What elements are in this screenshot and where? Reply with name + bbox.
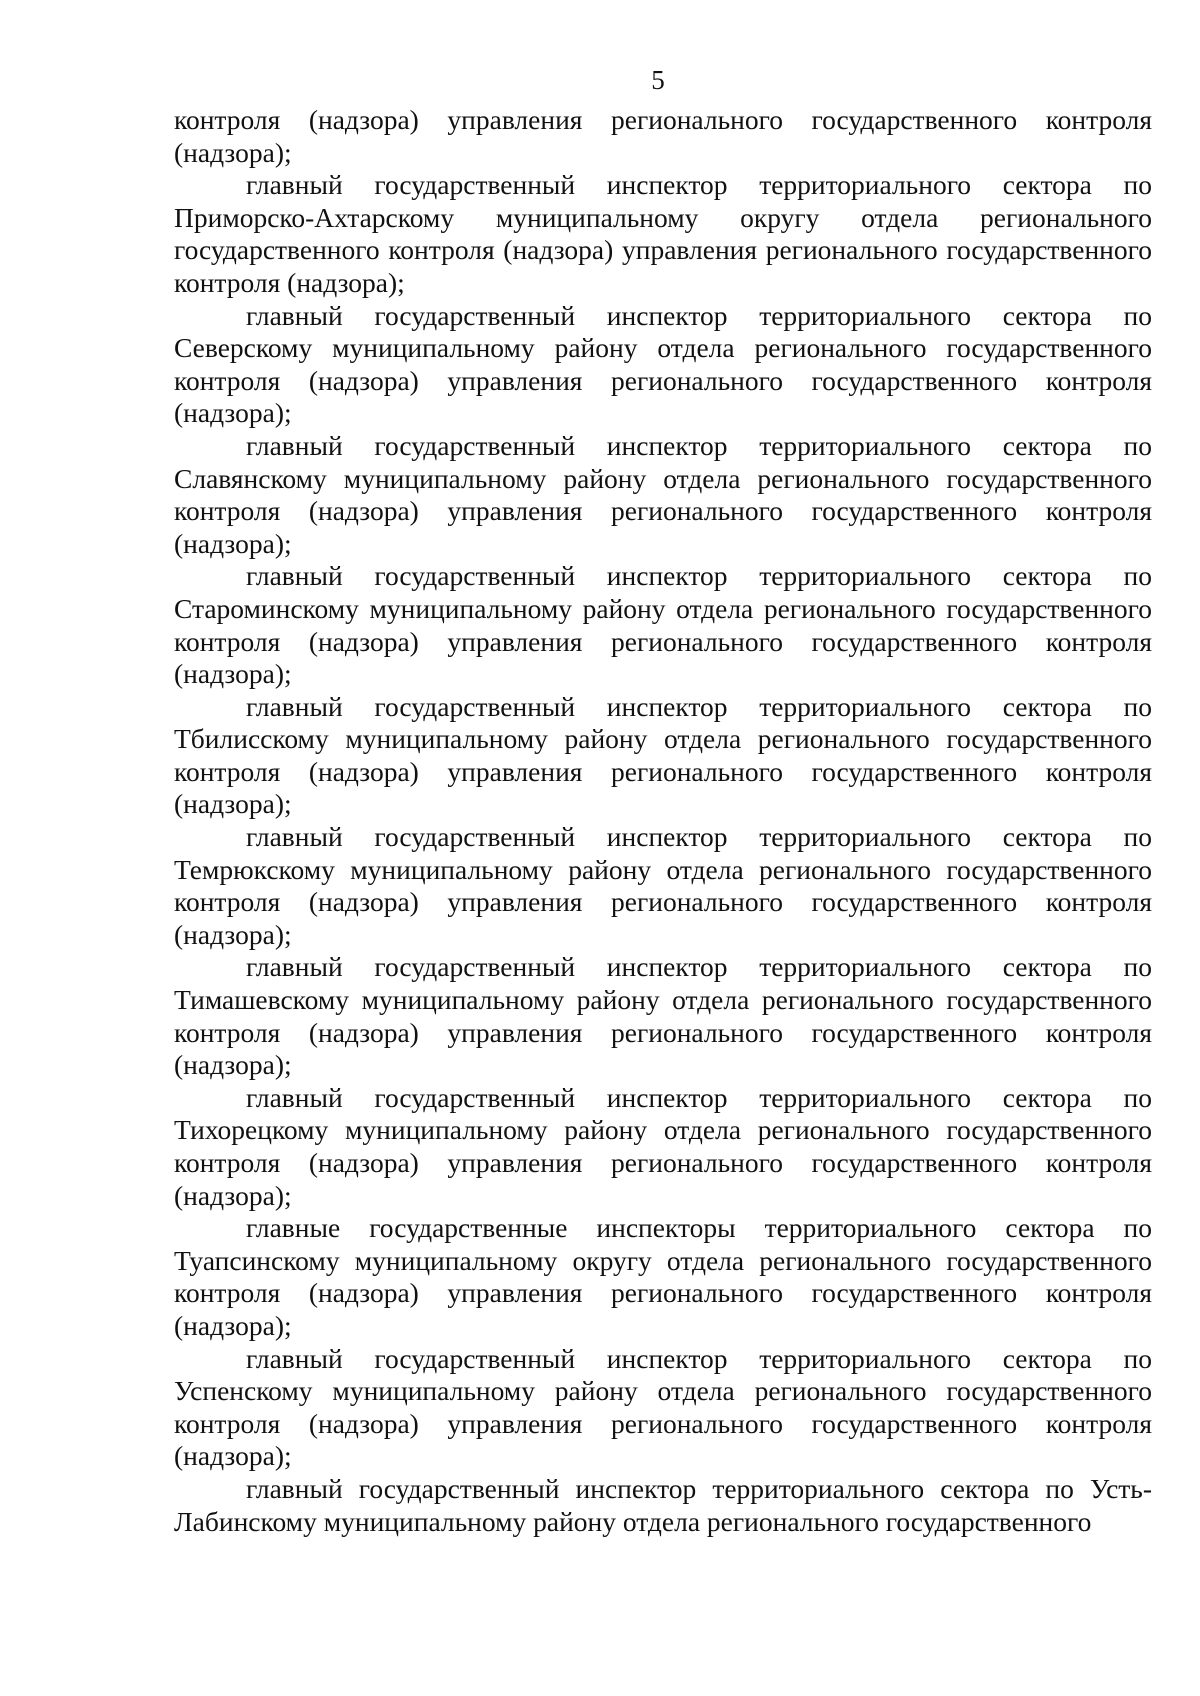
paragraph-seversky: главный государственный инспектор территориального сектора по Северскому муниципальному району отдела регионального государственного контроля (надзора) управления регионального государственного контроля (надзора); bbox=[174, 299, 1152, 429]
page-number: 5 bbox=[651, 65, 665, 95]
paragraph-tikhoretsky: главный государственный инспектор территориального сектора по Тихорецкому муниципальному району отдела регионального государственного контроля (надзора) управления регионального государственного контроля (надзора); bbox=[174, 1081, 1152, 1211]
paragraph-uspensky: главный государственный инспектор территориального сектора по Успенскому муниципальному району отдела регионального государственного контроля (надзора) управления регионального государственного контроля (надзора); bbox=[174, 1342, 1152, 1472]
paragraph-continuation: контроля (надзора) управления регионального государственного контроля (надзора); bbox=[174, 104, 1152, 168]
paragraph-starominsky: главный государственный инспектор территориального сектора по Староминскому муниципальному району отдела регионального государственного контроля (надзора) управления регионального государственного контроля (надзора); bbox=[174, 560, 1152, 690]
paragraph-temryuksky: главный государственный инспектор территориального сектора по Темрюкскому муниципальному району отдела регионального государственного контроля (надзора) управления регионального государственного контроля (надзора); bbox=[174, 821, 1152, 950]
paragraph-timashevsky: главный государственный инспектор территориального сектора по Тимашевскому муниципальному району отдела регионального государственного контроля (надзора) управления регионального государственного контроля (надзора); bbox=[174, 951, 1152, 1081]
paragraph-slavyansky: главный государственный инспектор территориального сектора по Славянскому муниципальному району отдела регионального государственного контроля (надзора) управления регионального государственного контроля (надзора); bbox=[174, 429, 1152, 559]
paragraph-tbilissky: главный государственный инспектор территориального сектора по Тбилисскому муниципальному району отдела регионального государственного контроля (надзора) управления регионального государственного контроля (надзора); bbox=[174, 690, 1152, 820]
paragraph-tuapsinsky: главные государственные инспекторы территориального сектора по Туапсинскому муниципальному округу отдела регионального государственного контроля (надзора) управления регионального государственного контроля (надзора); bbox=[174, 1212, 1152, 1341]
paragraph-primorsko-akhtarsky: главный государственный инспектор территориального сектора по Приморско-Ахтарскому муниципальному округу отдела регионального государственного контроля (надзора) управления регионального государственного контроля (надзора); bbox=[174, 169, 1152, 298]
document-body bbox=[174, 104, 1152, 1538]
paragraph-ust-labinsky: главный государственный инспектор территориального сектора по Усть-Лабинскому муниципальному району отдела регионального государственного bbox=[174, 1472, 1152, 1537]
